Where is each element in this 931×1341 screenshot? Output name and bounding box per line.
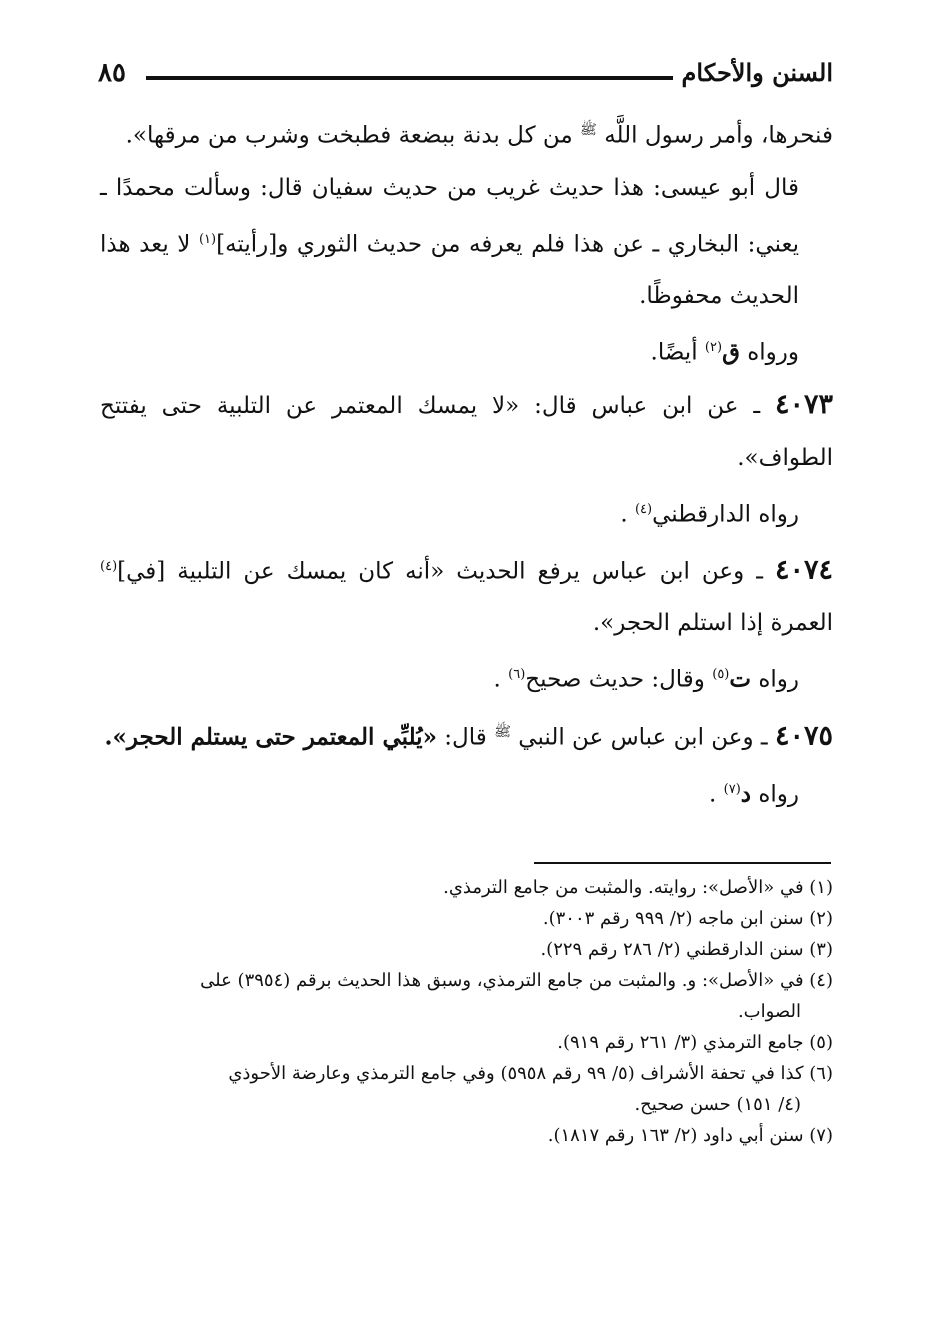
footnote-6: (٦) كذا في تحفة الأشراف (٥/ ٩٩ رقم ٥٩٥٨) وفي جامع الترمذي وعارضة الأحوذي [228, 1063, 833, 1084]
narration-note: ورواه ق$^{(٢)}$ أيضًا. [650, 338, 799, 366]
footnote-2: (٢) سنن ابن ماجه (٢/ ٩٩٩ رقم ٣٠٠٣). [542, 908, 833, 929]
hadith-source: رواه ت$^{(٥)}$ وقال: حديث صحيح$^{(٦)}$ . [493, 665, 799, 693]
footnote-ref: (٦) [508, 667, 526, 683]
source-symbol: ق [722, 338, 740, 366]
text-line-continuation: فنحرها، وأمر رسول اللَّه $^ﷺ$ من كل بدنة ببضعة فطبخت وشرب من مرقها». [125, 122, 833, 149]
footnote-4-continuation: الصواب. [737, 1001, 801, 1022]
source-symbol: ت [729, 665, 752, 693]
hadith-quote: «يُلبِّي المعتمر حتى يستلم الحجر». [104, 723, 437, 751]
hadith-number: ٤٠٧٥ [774, 720, 833, 752]
footnote-ref: (٢) [704, 340, 723, 356]
footnote-4: (٤) في «الأصل»: و. والمثبت من جامع الترمذي، وسبق هذا الحديث برقم (٣٩٥٤) على [200, 970, 833, 991]
footnote-ref: (٧) [723, 781, 741, 797]
footnotes [100, 872, 833, 1151]
footnote-7: (٧) سنن أبي داود (٢/ ١٦٣ رقم ١٨١٧). [547, 1125, 833, 1146]
hadith-4075: ٤٠٧٥ ـ وعن ابن عباس عن النبي $^ﷺ$ قال: «يُلبِّي المعتمر حتى يستلم الحجر». [104, 720, 833, 752]
header-rule [146, 76, 673, 80]
footnote-3: (٣) سنن الدارقطني (٢/ ٢٨٦ رقم ٢٢٩). [540, 939, 833, 960]
hadith-number: ٤٠٧٤ [775, 554, 834, 586]
hadith-4074: ٤٠٧٤ ـ وعن ابن عباس يرفع الحديث «أنه كان يمسك عن التلبية [في]$^{(٤)}$ العمرة إذا استلم الحجر». [100, 554, 834, 637]
footnote-ref: (٤) [634, 501, 653, 517]
footnote-6-continuation: (٤/ ١٥١) حسن صحيح. [634, 1094, 801, 1115]
footnote-ref: (٤) [100, 558, 118, 574]
page-number: ٨٥ [98, 58, 126, 88]
page-header [98, 58, 833, 98]
chapter-title: السنن والأحكام [681, 58, 833, 87]
footnote-ref: (٥) [712, 667, 730, 683]
footnote-ref: (١) [198, 231, 217, 247]
footnote-5: (٥) جامع الترمذي (٣/ ٢٦١ رقم ٩١٩). [557, 1032, 833, 1053]
hadith-source: رواه د$^{(٧)}$ . [709, 780, 799, 808]
honorific-glyph: ﷺ [494, 723, 511, 740]
footnote-1: (١) في «الأصل»: روايته. والمثبت من جامع الترمذي. [443, 877, 833, 898]
hadith-source: رواه الدارقطني$^{(٤)}$ . [620, 501, 799, 528]
honorific-glyph: ﷺ [579, 122, 597, 138]
main-text [100, 104, 833, 820]
hadith-number: ٤٠٧٣ [774, 388, 833, 420]
hadith-4073: ٤٠٧٣ ـ عن ابن عباس قال: «لا يمسك المعتمر عن التلبية حتى يفتتح الطواف». [100, 388, 833, 471]
source-symbol: د [740, 780, 752, 808]
commentary-paragraph: قال أبو عيسى: هذا حديث غريب من حديث سفيان قال: وسألت محمدًا ـ يعني: البخاري ـ عن هذا فلم يعرفه من حديث الثوري و[رأيته]$^{(١)}$ لا يعد هذا الحديث محفوظًا. [100, 174, 800, 310]
footnote-separator [534, 862, 831, 864]
